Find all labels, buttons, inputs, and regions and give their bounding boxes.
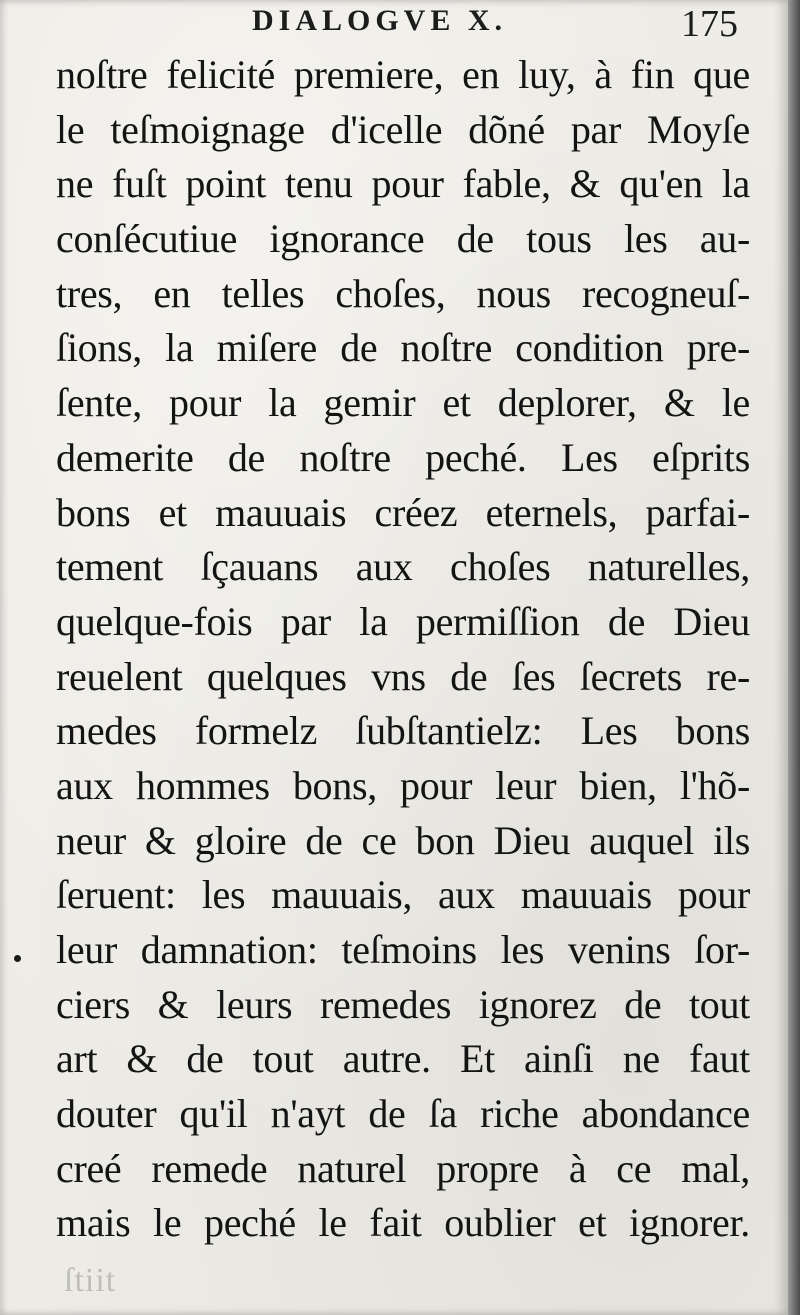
text-line: douter qu'il n'ayt de ſa riche abondance: [56, 1091, 750, 1137]
text-line: quelque-fois par la permiſſion de Dieu: [56, 598, 750, 644]
text-line: ſeruent: les mauuais, aux mauuais pour: [56, 872, 750, 918]
text-line: demerite de noſtre peché. Les eſprits: [56, 434, 750, 480]
text-line: tement ſçauans aux choſes naturelles,: [56, 544, 750, 590]
text-line: neur & gloire de ce bon Dieu auquel ils: [56, 817, 750, 863]
text-line: noſtre felicité premiere, en luy, à fin que: [56, 52, 750, 97]
body-text: [56, 48, 750, 1251]
running-head: DIALOGVE X.: [252, 4, 508, 37]
text-line: mais le peché le fait oublier et ignorer.: [56, 1200, 750, 1246]
text-line: ſions, la miſere de noſtre condition pre-: [56, 325, 750, 371]
text-line: art & de tout autre. Et ainſi ne faut: [56, 1036, 750, 1082]
text-line: conſécutiue ignorance de tous les au-: [56, 216, 750, 262]
text-line: ciers & leurs remedes ignorez de tout: [56, 981, 750, 1027]
text-line: ne fuſt point tenu pour fable, & qu'en la: [56, 161, 750, 207]
text-line: le teſmoignage d'icelle dõné par Moyſe: [56, 106, 750, 152]
show-through-text: ſtiit: [64, 1262, 117, 1299]
text-line: bons et mauuais créez eternels, parfai-: [56, 489, 750, 535]
page-header: [0, 2, 788, 46]
text-line: tres, en telles choſes, nous recogneuſ-: [56, 270, 750, 316]
page-number: 175: [681, 3, 738, 45]
text-line: leur damnation: teſmoins les venins ſor-: [56, 927, 750, 972]
text-line: creé remede naturel propre à ce mal,: [56, 1145, 750, 1191]
text-line: medes formelz ſubſtantielz: Les bons: [56, 708, 750, 754]
text-line: reuelent quelques vns de ſes ſecrets re-: [56, 653, 750, 699]
page-edge-shadow: [788, 0, 800, 1315]
margin-mark: [14, 955, 21, 962]
text-line: ſente, pour la gemir et deplorer, & le: [56, 380, 750, 426]
text-line: aux hommes bons, pour leur bien, l'hõ-: [56, 762, 750, 808]
